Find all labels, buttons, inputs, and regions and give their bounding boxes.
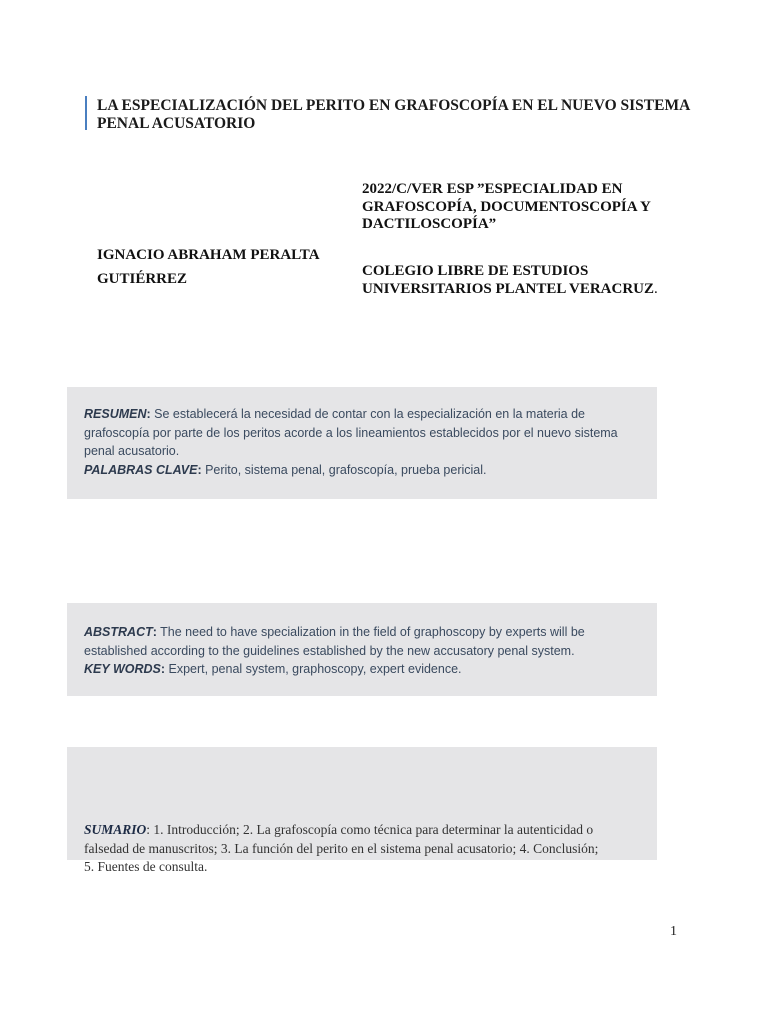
resumen-paragraph xyxy=(84,405,644,461)
resumen-label: RESUMEN xyxy=(84,407,147,421)
title-accent-bar xyxy=(85,96,87,130)
sumario-text: 1. Introducción; 2. La grafoscopía como técnica para determinar la autenticidad o falsedad de manuscritos; 3. La función del perito en el sistema penal acusatorio; 4. Conclusión; 5. Fuentes de consulta. xyxy=(84,822,599,874)
resumen-text: Se establecerá la necesidad de contar con la especialización en la materia de grafoscopía por parte de los peritos acorde a los lineamientos establecidos por el nuevo sistema penal acusatorio. xyxy=(84,407,618,458)
document-title: LA ESPECIALIZACIÓN DEL PERITO EN GRAFOSCOPÍA EN EL NUEVO SISTEMA PENAL ACUSATORIO xyxy=(97,97,690,132)
abstract-text: The need to have specialization in the field of graphoscopy by experts will be established according to the guidelines established by the new accusatory penal system. xyxy=(84,625,585,658)
abstract-section xyxy=(84,623,649,679)
key-words-sep: : xyxy=(160,662,166,676)
abstract-label-sep: : xyxy=(152,625,157,639)
page-number: 1 xyxy=(670,924,677,939)
sumario-label: SUMARIO xyxy=(84,822,147,837)
college-name-suffix: . xyxy=(654,280,658,297)
college-name-text: COLEGIO LIBRE DE ESTUDIOS UNIVERSITARIOS PLANTEL VERACRUZ xyxy=(362,263,655,297)
abstract-label: ABSTRACT xyxy=(84,625,153,639)
palabras-clave-text: Perito, sistema penal, grafoscopía, prueba pericial. xyxy=(201,462,487,477)
resumen-section xyxy=(84,405,644,479)
abstract-paragraph xyxy=(84,623,649,660)
key-words-paragraph xyxy=(84,660,649,679)
palabras-clave-sep: : xyxy=(197,462,202,477)
course-code: 2022/C/VER ESP ”ESPECIALIDAD EN GRAFOSCOPÍA, DOCUMENTOSCOPÍA Y DACTILOSCOPÍA” xyxy=(362,181,651,232)
palabras-clave-label: PALABRAS CLAVE xyxy=(84,462,198,477)
author-name: IGNACIO ABRAHAM PERALTA GUTIÉRREZ xyxy=(97,247,319,287)
resumen-label-sep: : xyxy=(146,407,151,421)
key-words-text: Expert, penal system, graphoscopy, expert evidence. xyxy=(165,662,462,676)
sumario-paragraph xyxy=(84,821,604,877)
college-name xyxy=(362,263,662,298)
palabras-clave-paragraph xyxy=(84,461,644,480)
key-words-label: KEY WORDS xyxy=(84,662,161,676)
sumario-label-sep: : xyxy=(146,822,151,837)
